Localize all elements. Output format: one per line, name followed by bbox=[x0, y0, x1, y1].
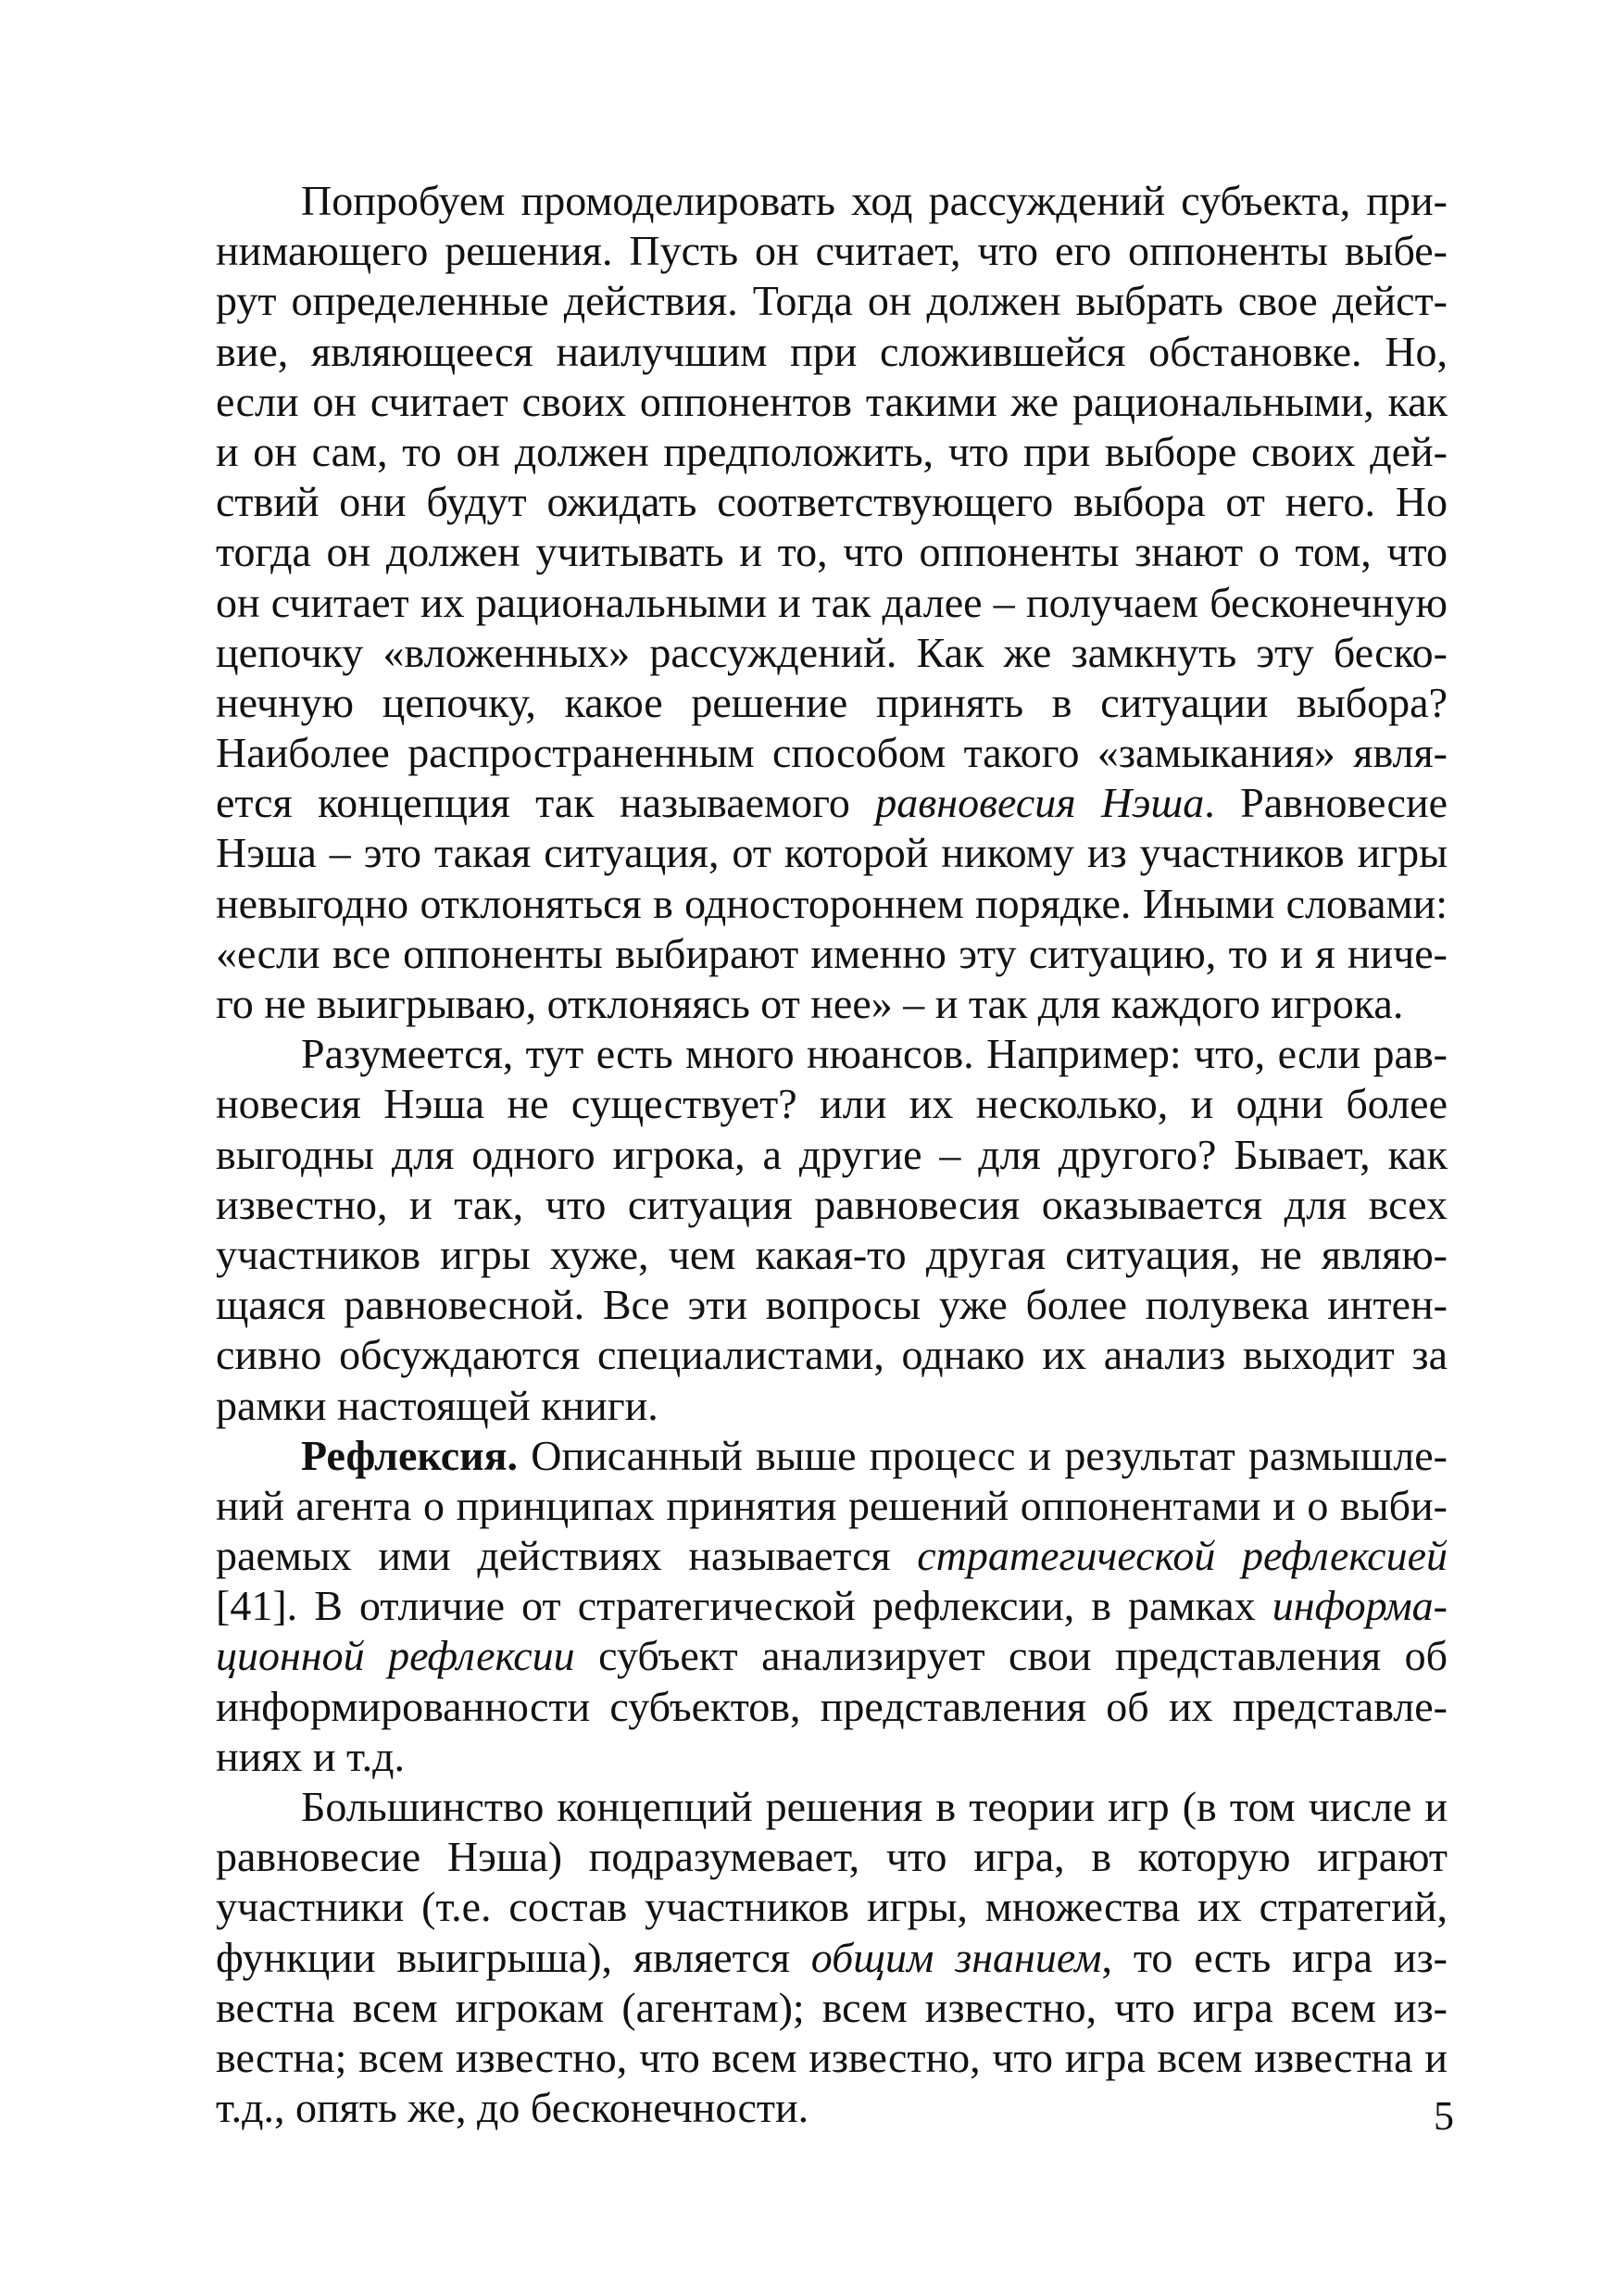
text-run: субъект анализирует свои представления об bbox=[574, 1632, 1448, 1680]
text-line bbox=[216, 2083, 1448, 2133]
text-run: «если все оппоненты выбирают именно эту ситуацию, то и я ниче- bbox=[216, 929, 1448, 977]
paragraph bbox=[216, 176, 1448, 1029]
text-run: невыгодно отклоняться в одностороннем порядке. Иными словами: bbox=[216, 879, 1448, 927]
text-run: равновесие Нэша) подразумевает, что игра, в которую играют bbox=[216, 1833, 1448, 1881]
text-run: , то есть игра из- bbox=[1101, 1933, 1448, 1981]
text-run: Разумеется, тут есть много нюансов. Например: что, если рав- bbox=[301, 1030, 1448, 1078]
text-run: Наиболее распространенным способом такого «замыкания» явля- bbox=[216, 729, 1448, 777]
paragraph bbox=[216, 1782, 1448, 2133]
text-line bbox=[216, 1531, 1448, 1581]
text-line bbox=[216, 1631, 1448, 1681]
body-text bbox=[216, 176, 1448, 2133]
page-number: 5 bbox=[1434, 2093, 1454, 2139]
text-line bbox=[216, 1180, 1448, 1230]
text-line bbox=[216, 1882, 1448, 1932]
italic-term: ционной рефлексии bbox=[216, 1632, 575, 1680]
text-run: выгодны для одного игрока, а другие – для другого? Бывает, как bbox=[216, 1130, 1448, 1178]
text-line bbox=[216, 1230, 1448, 1280]
text-line bbox=[216, 527, 1448, 577]
text-run: [41]. В отличие от стратегической рефлексии, в рамках bbox=[216, 1582, 1272, 1630]
text-line bbox=[216, 1280, 1448, 1330]
text-run: нимающего решения. Пусть он считает, что его оппоненты выбе- bbox=[216, 227, 1448, 275]
text-run: он считает их рациональными и так далее – получаем бесконечную bbox=[216, 578, 1448, 626]
text-run: рут определенные действия. Тогда он должен выбрать свое дейст- bbox=[216, 277, 1448, 325]
text-line bbox=[216, 628, 1448, 678]
text-run: ний агента о принципах принятия решений оппонентами и о выби- bbox=[216, 1481, 1448, 1529]
text-run: функции выигрыша), является bbox=[216, 1933, 811, 1981]
text-line bbox=[216, 578, 1448, 628]
text-line bbox=[216, 327, 1448, 377]
text-run: известно, и так, что ситуация равновесия оказывается для всех bbox=[216, 1180, 1448, 1228]
text-line bbox=[216, 1782, 1448, 1832]
text-line bbox=[216, 1381, 1448, 1431]
text-run: Большинство концепций решения в теории игр (в том числе и bbox=[301, 1783, 1448, 1830]
text-run: цепочку «вложенных» рассуждений. Как же замкнуть эту беско- bbox=[216, 628, 1448, 676]
text-line bbox=[216, 678, 1448, 728]
text-line bbox=[216, 1682, 1448, 1732]
text-line bbox=[216, 427, 1448, 477]
text-line bbox=[216, 1079, 1448, 1129]
text-line bbox=[216, 1029, 1448, 1079]
text-run: и он сам, то он должен предположить, что при выборе своих дей- bbox=[216, 427, 1448, 475]
text-run: раемых ими действиях называется bbox=[216, 1532, 918, 1580]
text-run: сивно обсуждаются специалистами, однако их анализ выходит за bbox=[216, 1331, 1448, 1379]
italic-term: общим знанием bbox=[810, 1933, 1102, 1981]
text-line bbox=[216, 276, 1448, 326]
bold-heading: Рефлексия. bbox=[301, 1431, 519, 1479]
text-run: ниях и т.д. bbox=[216, 1732, 406, 1780]
text-line bbox=[216, 879, 1448, 929]
text-line bbox=[216, 226, 1448, 276]
text-line bbox=[216, 1130, 1448, 1180]
text-run: участники (т.е. состав участников игры, множества их стратегий, bbox=[216, 1883, 1448, 1931]
text-line bbox=[216, 477, 1448, 527]
italic-term: равновесия Нэша bbox=[875, 779, 1205, 827]
text-line bbox=[216, 2033, 1448, 2083]
text-line bbox=[216, 1933, 1448, 1983]
text-line bbox=[216, 728, 1448, 778]
text-run: участников игры хуже, чем какая-то другая ситуация, не являю- bbox=[216, 1230, 1448, 1278]
text-line bbox=[216, 778, 1448, 828]
text-run: Попробуем промоделировать ход рассуждений субъекта, при- bbox=[301, 177, 1448, 224]
text-run: тогда он должен учитывать и то, что оппоненты знают о том, что bbox=[216, 528, 1448, 576]
text-line bbox=[216, 828, 1448, 878]
text-line bbox=[216, 1983, 1448, 2033]
text-run: щаяся равновесной. Все эти вопросы уже более полувека интен- bbox=[216, 1281, 1448, 1329]
paragraph bbox=[216, 1029, 1448, 1431]
text-run: го не выигрываю, отклоняясь от нее» – и так для каждого игрока. bbox=[216, 980, 1404, 1027]
text-run: ется концепция так называемого bbox=[216, 779, 876, 827]
text-run: информированности субъектов, представления об их представле- bbox=[216, 1682, 1448, 1730]
text-line bbox=[216, 176, 1448, 226]
text-run: ствий они будут ожидать соответствующего выбора от него. Но bbox=[216, 478, 1448, 526]
text-line bbox=[216, 1581, 1448, 1631]
text-run: вестна всем игрокам (агентам); всем известно, что игра всем из- bbox=[216, 1983, 1448, 2031]
text-run: вие, являющееся наилучшим при сложившейся обстановке. Но, bbox=[216, 327, 1448, 375]
text-run: вестна; всем известно, что всем известно, что игра всем известна и bbox=[216, 2033, 1448, 2081]
text-line bbox=[216, 979, 1448, 1029]
text-run: . Равновесие bbox=[1204, 779, 1448, 827]
text-run: рамки настоящей книги. bbox=[216, 1381, 658, 1429]
text-run: если он считает своих оппонентов такими же рациональными, как bbox=[216, 377, 1448, 425]
text-run: новесия Нэша не существует? или их несколько, и одни более bbox=[216, 1080, 1448, 1128]
text-line bbox=[216, 1431, 1448, 1481]
text-line bbox=[216, 377, 1448, 427]
text-line bbox=[216, 929, 1448, 979]
text-run: Описанный выше процесс и результат размышле- bbox=[518, 1431, 1448, 1479]
text-line bbox=[216, 1330, 1448, 1380]
text-run: Нэша – это такая ситуация, от которой никому из участников игры bbox=[216, 829, 1448, 877]
paragraph bbox=[216, 1431, 1448, 1782]
text-line bbox=[216, 1481, 1448, 1531]
text-line bbox=[216, 1732, 1448, 1782]
text-run: т.д., опять же, до бесконечности. bbox=[216, 2084, 809, 2132]
italic-term: стратегической рефлексией bbox=[917, 1532, 1448, 1580]
text-run: нечную цепочку, какое решение принять в ситуации выбора? bbox=[216, 678, 1448, 726]
text-line bbox=[216, 1832, 1448, 1882]
italic-term: информа- bbox=[1272, 1582, 1448, 1630]
